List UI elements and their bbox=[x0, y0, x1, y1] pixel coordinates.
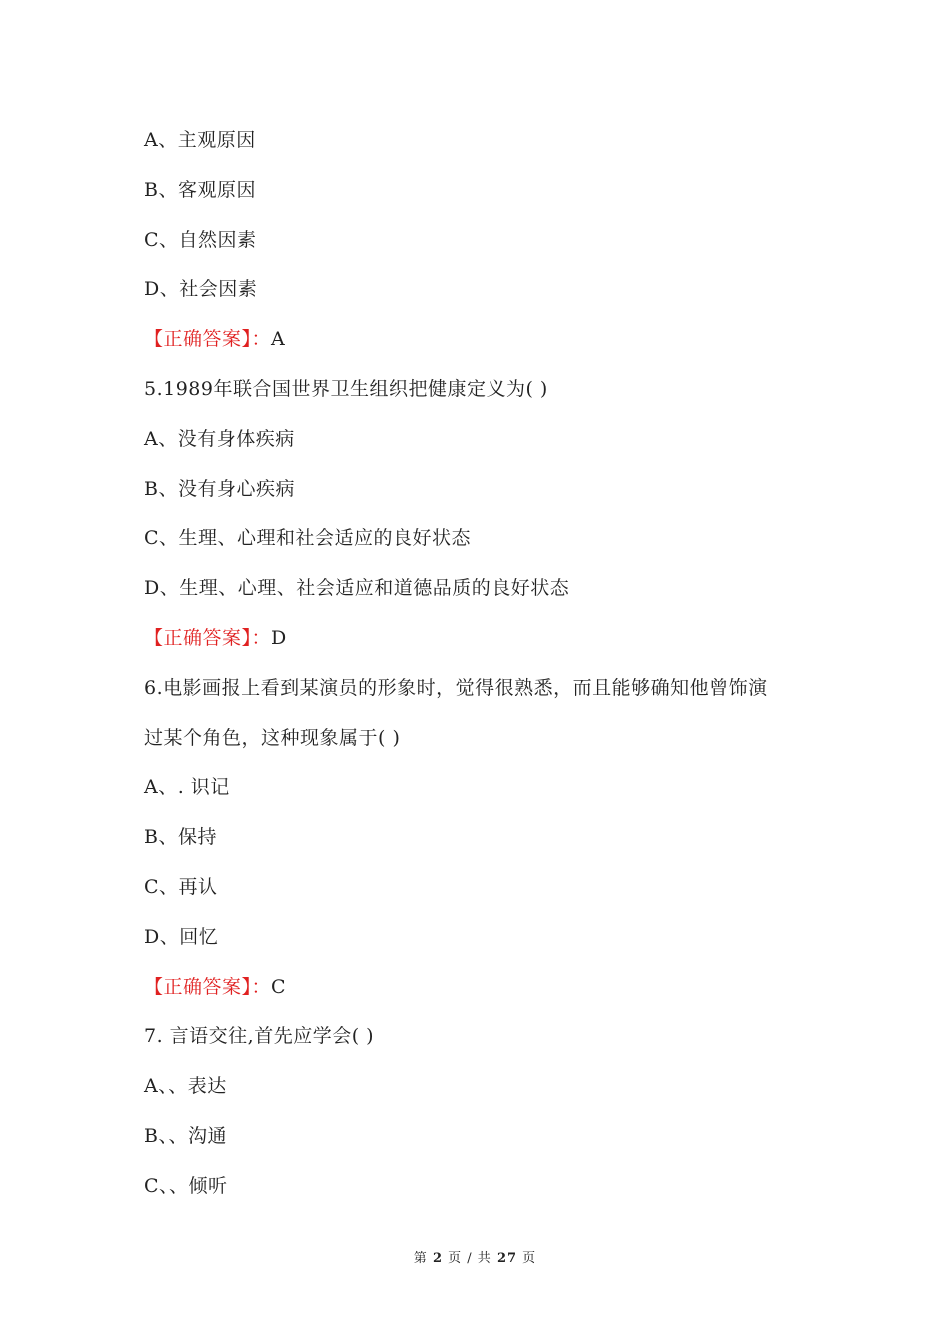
answer-label: 【正确答案】 bbox=[144, 328, 252, 351]
option-q7-b: B、、沟通 bbox=[144, 1124, 227, 1147]
option-q5-c: C、生理、心理和社会适应的良好状态 bbox=[144, 527, 472, 550]
option-q4-a: A、主观原因 bbox=[144, 129, 256, 151]
question-7-stem: 7. 言语交往,首先应学会( ) bbox=[144, 1025, 375, 1048]
footer-current-page: 2 bbox=[432, 1251, 443, 1266]
question-6-stem-line2: 过某个角色，这种现象属于( ) bbox=[144, 726, 401, 749]
option-q4-b: B、客观原因 bbox=[144, 178, 256, 201]
page-content bbox=[144, 116, 824, 1212]
page-footer bbox=[0, 1247, 950, 1266]
option-q4-c: C、自然因素 bbox=[144, 228, 257, 251]
option-q6-d: D、回忆 bbox=[144, 925, 219, 948]
answer-label: 【正确答案】 bbox=[144, 975, 252, 998]
option-q7-c: C、、倾听 bbox=[144, 1174, 228, 1197]
option-q6-c: C、再认 bbox=[144, 875, 218, 898]
option-q7-a: A、、表达 bbox=[144, 1075, 227, 1098]
answer-q5 bbox=[144, 614, 824, 664]
option-q6-a: A、. 识记 bbox=[144, 776, 230, 799]
answer-separator: ： bbox=[251, 626, 272, 649]
option-q5-a: A、没有身体疾病 bbox=[144, 427, 295, 450]
option-q5-b: B、没有身心疾病 bbox=[144, 477, 295, 500]
option-q6-b: B、保持 bbox=[144, 826, 217, 849]
footer-total-pages: 27 bbox=[496, 1251, 518, 1266]
footer-prefix: 第 bbox=[413, 1251, 428, 1266]
answer-label: 【正确答案】 bbox=[144, 626, 252, 649]
option-q4-d: D、社会因素 bbox=[144, 278, 258, 301]
answer-separator: ： bbox=[251, 975, 272, 998]
answer-value: C bbox=[271, 975, 287, 998]
option-q5-d: D、生理、心理、社会适应和道德品质的良好状态 bbox=[144, 577, 570, 600]
question-5-stem: 5.1989年联合国世界卫生组织把健康定义为( ) bbox=[144, 377, 548, 400]
answer-q6 bbox=[144, 963, 824, 1013]
question-6-stem-line1: 6.电影画报上看到某演员的形象时，觉得很熟悉，而且能够确知他曾饰演 bbox=[144, 676, 768, 699]
footer-suffix: 页 bbox=[522, 1251, 537, 1266]
footer-middle: 页 / 共 bbox=[448, 1251, 492, 1266]
answer-q4 bbox=[144, 315, 824, 365]
answer-value: A bbox=[271, 328, 286, 351]
answer-separator: ： bbox=[251, 328, 272, 351]
answer-value: D bbox=[271, 626, 287, 649]
